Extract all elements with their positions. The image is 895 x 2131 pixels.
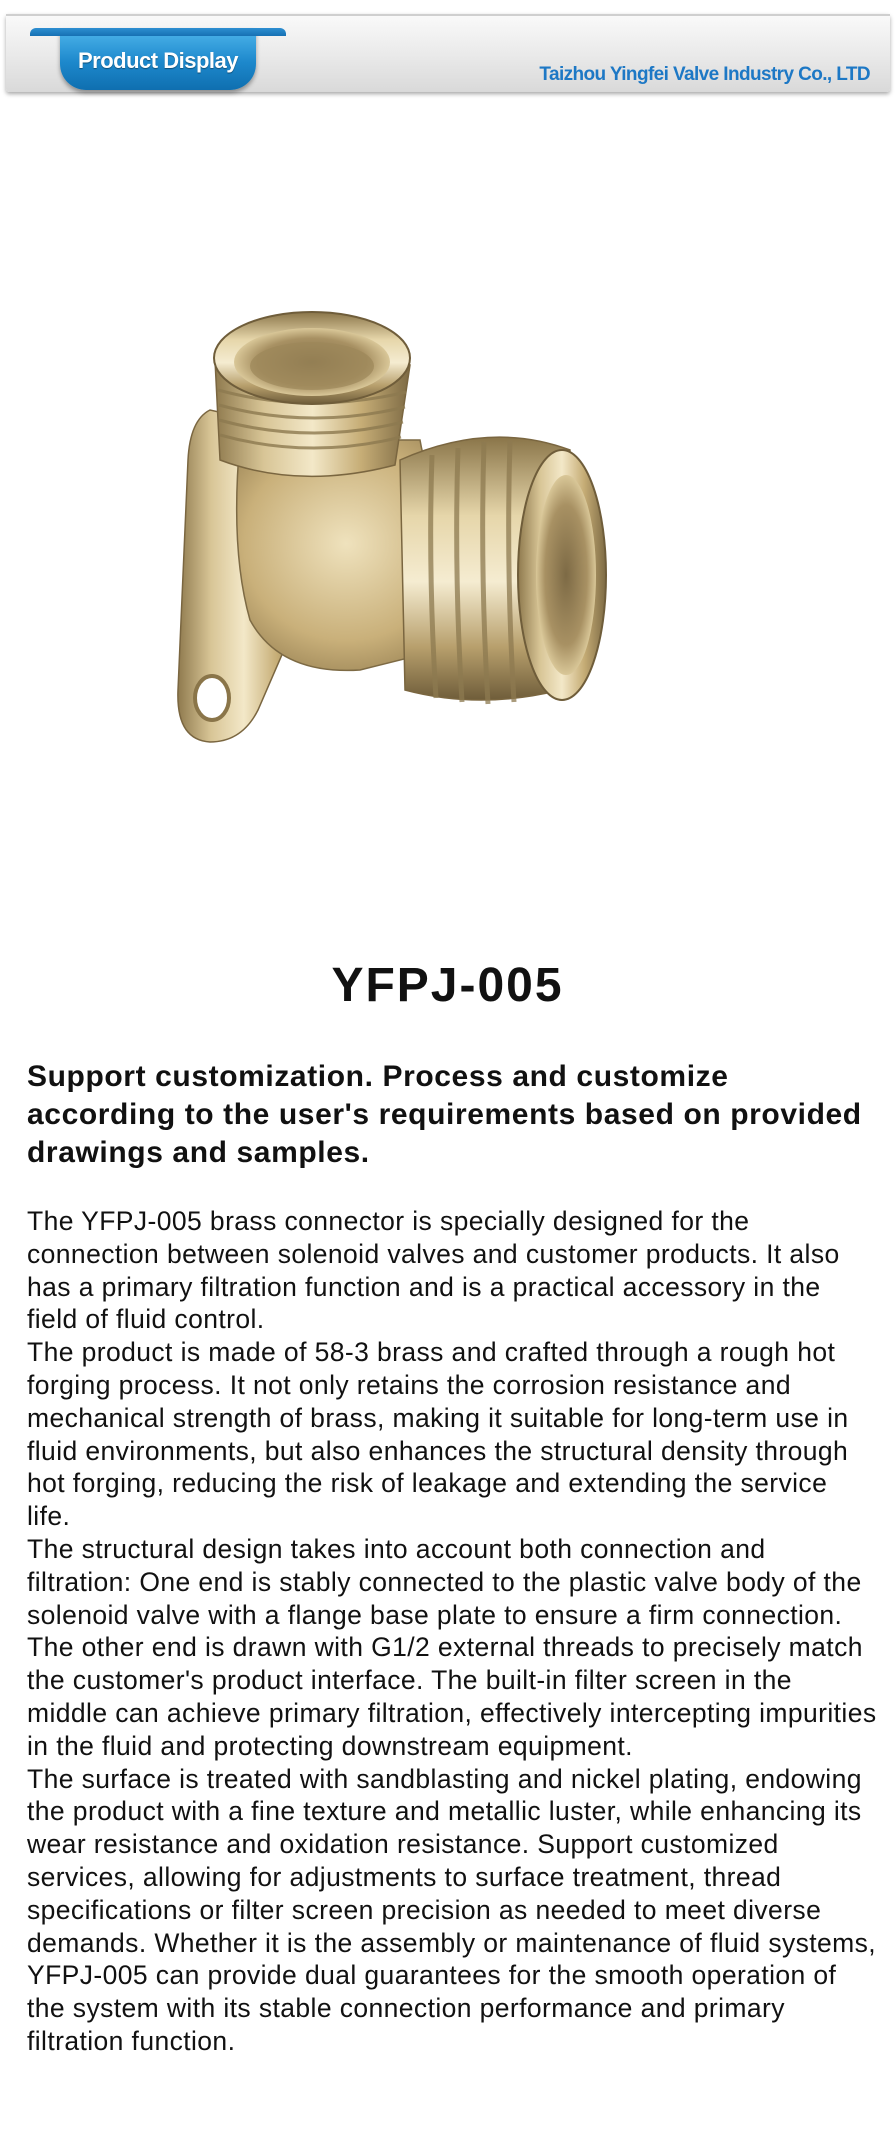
description-paragraph: The product is made of 58-3 brass and crafted through a rough hot forging process. It not only retains the corrosion resistance and mechanical strength of brass, making it suitable for long-term use in fluid environments, but also enhances the structural density through hot forging, reducing the risk of leakage and extending the service life. (27, 1337, 849, 1532)
customization-headline: Support customization. Process and customize according to the user's requirements based on provided drawings and samples. (27, 1060, 862, 1169)
banner-top-line (6, 14, 890, 16)
description-paragraph: The structural design takes into account both connection and filtration: One end is stably connected to the plastic valve body of the solenoid valve with a flange base plate to ensure a firm connection. The other end is drawn with G1/2 external threads to precisely match the customer's product interface. The built-in filter screen in the middle can achieve primary filtration, effectively intercepting impurities in the fluid and protecting downstream equipment. (27, 1533, 877, 1761)
product-description (27, 1205, 877, 2058)
header-banner (6, 14, 890, 92)
product-model-title: YFPJ-005 (331, 959, 564, 1012)
company-name: Taizhou Yingfei Valve Industry Co., LTD (539, 64, 870, 85)
brass-elbow-connector-image (170, 290, 730, 770)
description-paragraph: The YFPJ-005 brass connector is specially designed for the connection between solenoid valves and customer products. It also has a primary filtration function and is a practical accessory in the field of fluid control. (27, 1206, 840, 1335)
tab-label: Product Display (78, 48, 238, 73)
product-display-tab (60, 28, 256, 90)
description-paragraph: The surface is treated with sandblasting and nickel plating, endowing the product with a fine texture and metallic luster, while enhancing its wear resistance and oxidation resistance. Support customized services, allowing for adjustments to surface treatment, thread specifications or filter screen precision as needed to meet diverse demands. Whether it is the assembly or maintenance of fluid systems, YFPJ-005 can provide dual guarantees for the smooth operation of the system with its stable connection performance and primary filtration function. (27, 1763, 877, 2056)
